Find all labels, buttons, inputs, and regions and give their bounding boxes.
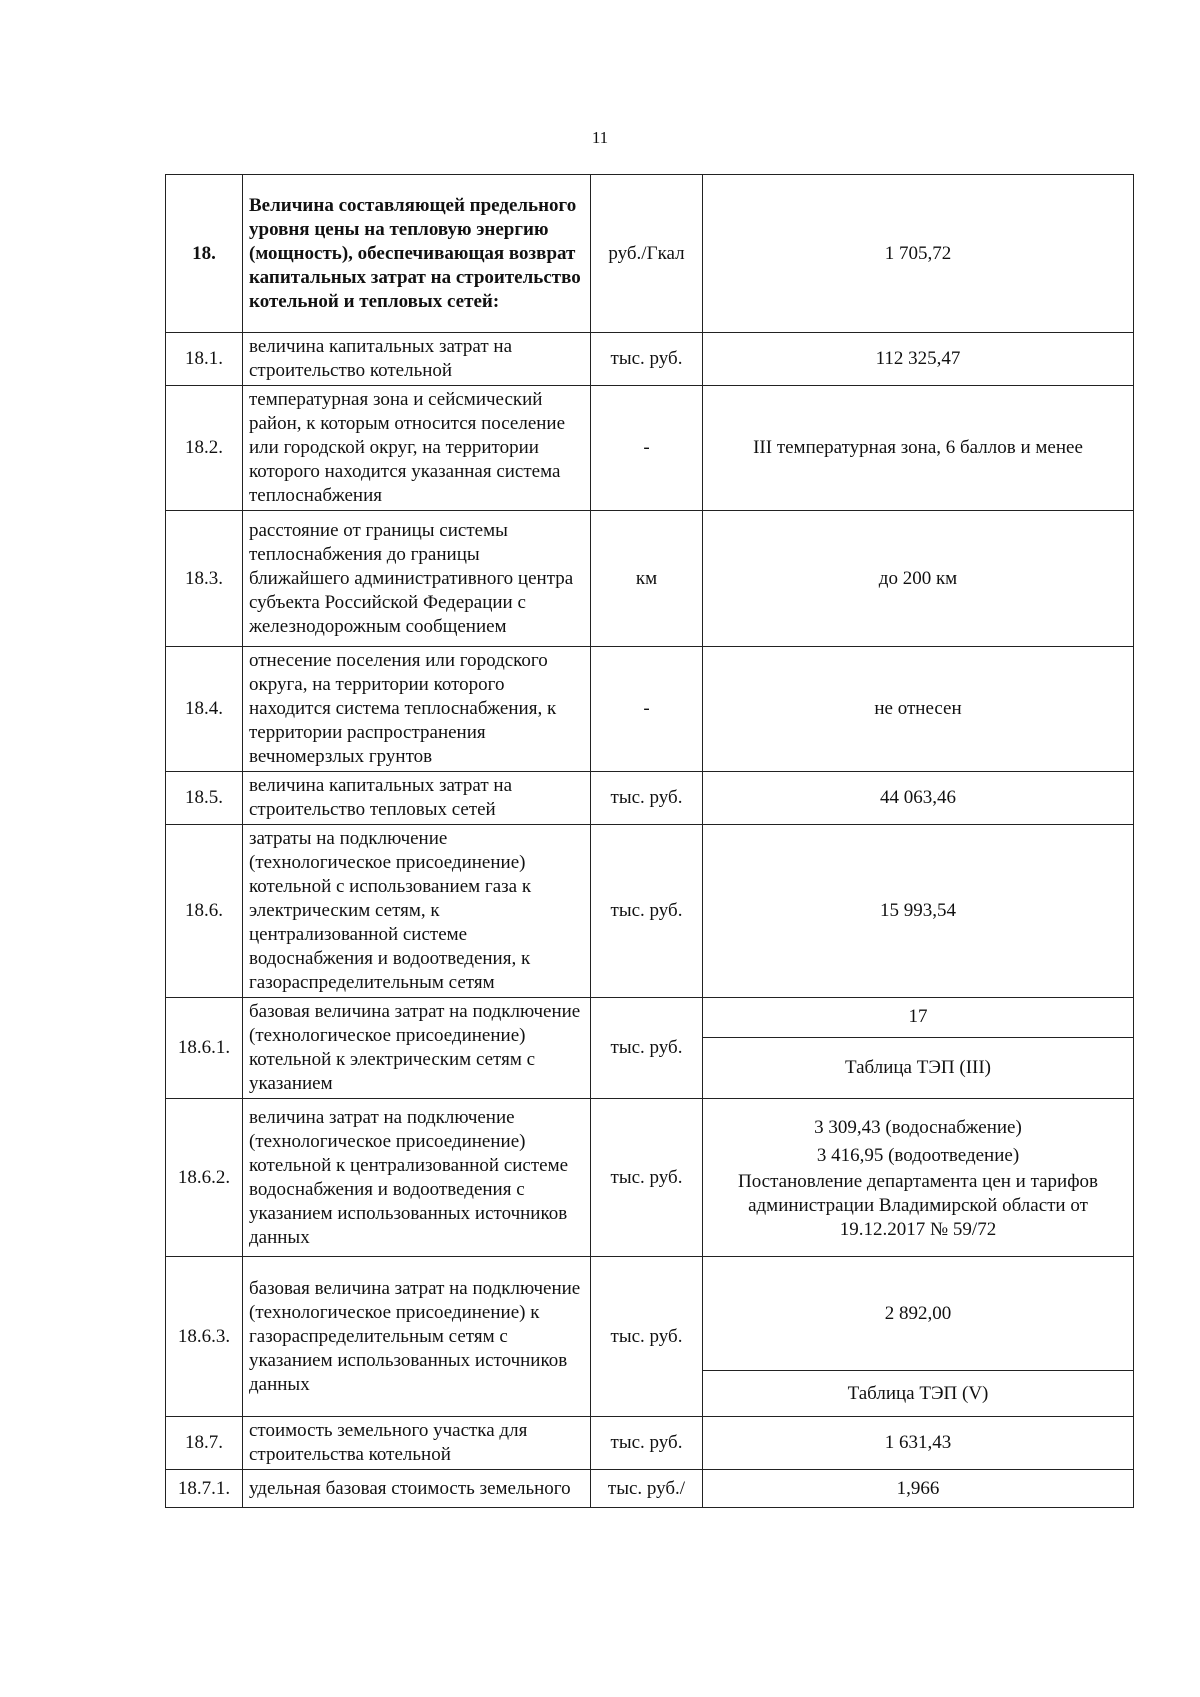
row-number: 18.1.: [166, 333, 243, 386]
row-source: Постановление департамента цен и тарифов администрации Владимирской области от 19.12.2017 № 59/72: [737, 1170, 1099, 1240]
row-unit: -: [591, 386, 703, 511]
row-value: 2 892,00: [703, 1257, 1134, 1371]
row-description: величина капитальных затрат на строительство тепловых сетей: [243, 772, 591, 825]
row-value: 17: [703, 998, 1134, 1038]
row-unit: тыс. руб.: [591, 772, 703, 825]
table-row: [166, 647, 1134, 772]
row-description: расстояние от границы системы теплоснабжения до границы ближайшего административного центра субъекта Российской Федерации с железнодорожным сообщением: [243, 511, 591, 647]
row-number: 18.6.: [166, 825, 243, 998]
table-row: [166, 1417, 1134, 1470]
row-description: базовая величина затрат на подключение (технологическое присоединение) к газораспределительным сетям с указанием использованных источников данных: [243, 1257, 591, 1417]
row-number: 18.: [166, 175, 243, 333]
tariff-table: [165, 174, 1134, 1508]
row-description: Величина составляющей предельного уровня цены на тепловую энергию (мощность), обеспечивающая возврат капитальных затрат на строительство котельной и тепловых сетей:: [243, 175, 591, 333]
row-number: 18.2.: [166, 386, 243, 511]
row-unit: тыс. руб.: [591, 1257, 703, 1417]
row-description: удельная базовая стоимость земельного: [243, 1470, 591, 1508]
table-row: [166, 998, 1134, 1038]
row-value: не отнесен: [703, 647, 1134, 772]
row-unit: тыс. руб.: [591, 998, 703, 1099]
row-value: 112 325,47: [703, 333, 1134, 386]
row-unit: тыс. руб.: [591, 825, 703, 998]
row-number: 18.7.1.: [166, 1470, 243, 1508]
row-value: 1 705,72: [703, 175, 1134, 333]
table-row: [166, 1470, 1134, 1508]
row-value: 44 063,46: [703, 772, 1134, 825]
row-value: до 200 км: [703, 511, 1134, 647]
row-description: величина затрат на подключение (технологическое присоединение) котельной к централизованной системе водоснабжения и водоотведения с указанием использованных источников данных: [243, 1099, 591, 1257]
table-row: [166, 1257, 1134, 1371]
row-value-line: 3 416,95 (водоотведение): [816, 1144, 1020, 1166]
row-unit: тыс. руб.: [591, 333, 703, 386]
table-row: [166, 333, 1134, 386]
row-number: 18.6.2.: [166, 1099, 243, 1257]
row-unit: -: [591, 647, 703, 772]
row-unit: руб./Гкал: [591, 175, 703, 333]
page-number: 11: [591, 128, 609, 147]
row-description: отнесение поселения или городского округа, на территории которого находится система теплоснабжения, к территории распространения вечномерзлых грунтов: [243, 647, 591, 772]
row-description: затраты на подключение (технологическое присоединение) котельной с использованием газа к электрическим сетям, к централизованной системе водоснабжения и водоотведения, к газораспределительным сетям: [243, 825, 591, 998]
row-unit: тыс. руб.: [591, 1099, 703, 1257]
row-number: 18.6.1.: [166, 998, 243, 1099]
row-value: 1,966: [703, 1470, 1134, 1508]
row-value-group: [703, 1099, 1134, 1257]
row-description: стоимость земельного участка для строительства котельной: [243, 1417, 591, 1470]
row-description: температурная зона и сейсмический район, к которым относится поселение или городской округ, на территории которого находится указанная система теплоснабжения: [243, 386, 591, 511]
table-row: [166, 1099, 1134, 1257]
row-number: 18.5.: [166, 772, 243, 825]
row-unit: тыс. руб.: [591, 1417, 703, 1470]
row-value-line: 3 309,43 (водоснабжение): [814, 1116, 1022, 1138]
table-row: [166, 825, 1134, 998]
row-number: 18.4.: [166, 647, 243, 772]
row-value: 1 631,43: [703, 1417, 1134, 1470]
row-unit: км: [591, 511, 703, 647]
row-description: величина капитальных затрат на строительство котельной: [243, 333, 591, 386]
table-row: [166, 772, 1134, 825]
row-description: базовая величина затрат на подключение (технологическое присоединение) котельной к электрическим сетям с указанием: [243, 998, 591, 1099]
row-value: 15 993,54: [703, 825, 1134, 998]
row-number: 18.3.: [166, 511, 243, 647]
row-source: Таблица ТЭП (V): [703, 1371, 1134, 1417]
row-number: 18.7.: [166, 1417, 243, 1470]
row-number: 18.6.3.: [166, 1257, 243, 1417]
row-unit: тыс. руб./: [591, 1470, 703, 1508]
table-row: [166, 175, 1134, 333]
row-value: III температурная зона, 6 баллов и менее: [703, 386, 1134, 511]
row-source: Таблица ТЭП (III): [703, 1037, 1134, 1098]
table-row: [166, 511, 1134, 647]
table-row: [166, 386, 1134, 511]
